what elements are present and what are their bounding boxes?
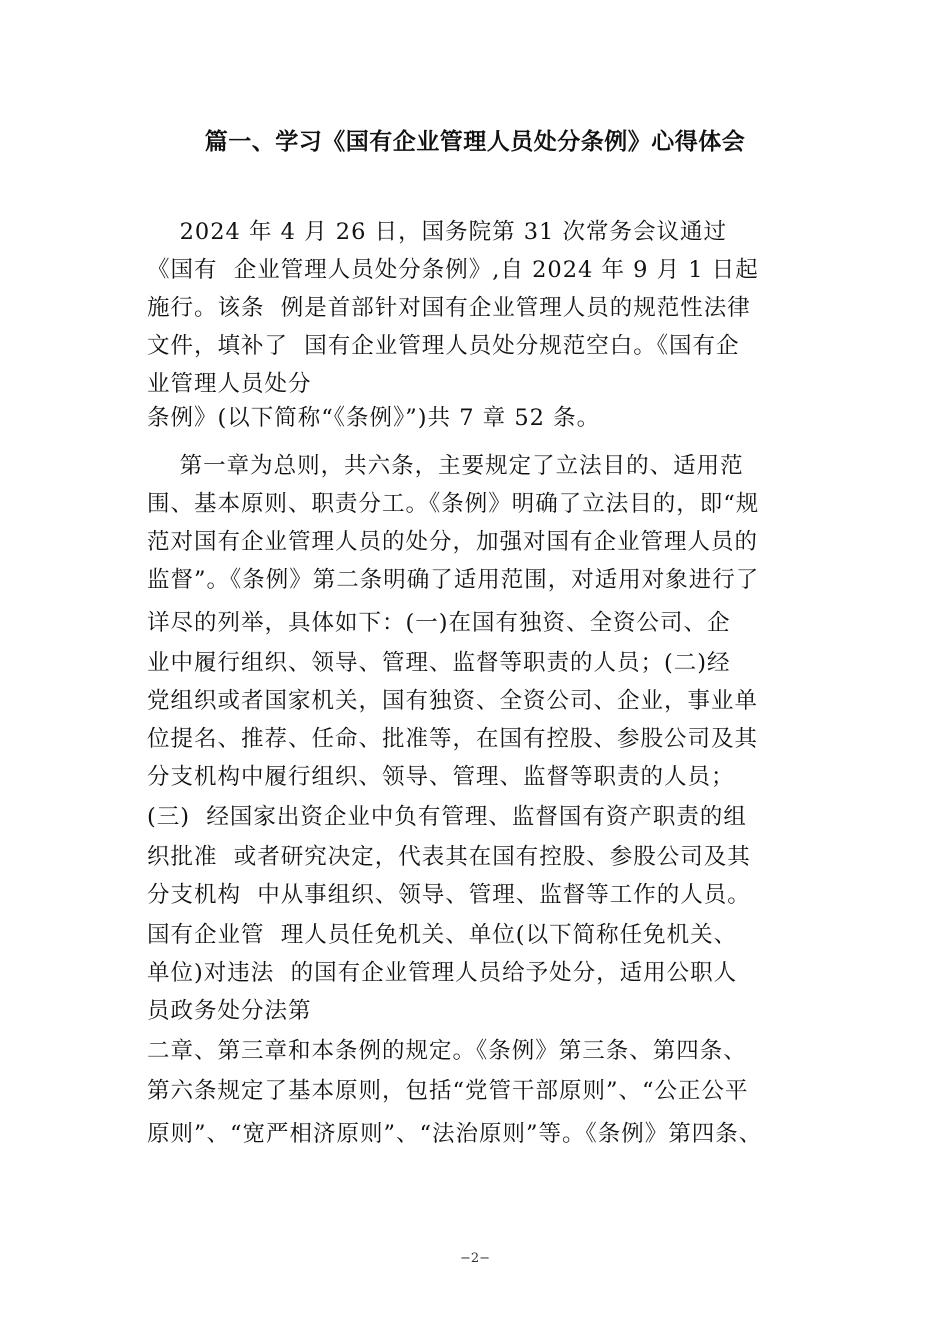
paragraph-line: 业中履行组织、领导、管理、监督等职责的人员；(二)经 <box>147 650 731 676</box>
paragraph-line: 原则”、“宽严相济原则”、“法治原则”等。《条例》第四条、 <box>147 1121 763 1147</box>
paragraph-line: 织批准 或者研究决定，代表其在国有控股、参股公司及其 <box>147 844 751 870</box>
paragraph-line: 2024 年 4 月 26 日，国务院第 31 次常务会议通过 <box>147 219 728 245</box>
paragraph-line: 分支机构 中从事组织、领导、管理、监督等工作的人员。 <box>147 882 751 908</box>
paragraph-line: 第一章为总则，共六条，主要规定了立法目的、适用范 <box>147 453 744 479</box>
paragraph-line: 《国有 企业管理人员处分条例》,自 2024 年 9 月 1 日起 <box>147 257 759 283</box>
document-title: 篇一、学习《国有企业管理人员处分条例》心得体会 <box>204 129 746 155</box>
paragraph-line: 单位)对违法 的国有企业管理人员给予处分，适用公职人 <box>147 960 738 986</box>
paragraph-line: 党组织或者国家机关，国有独资、全资公司、企业，事业单 <box>147 688 759 714</box>
paragraph-line: 详尽的列举，具体如下：(一)在国有独资、全资公司、企 <box>147 610 731 636</box>
paragraph-line: 施行。该条 例是首部针对国有企业管理人员的规范性法律 <box>147 295 751 321</box>
paragraph-line: 监督”。《条例》第二条明确了适用范围，对适用对象进行了 <box>147 567 760 593</box>
paragraph-line: 业管理人员处分 <box>147 371 312 397</box>
paragraph-line: 围、基本原则、职责分工。《条例》明确了立法目的，即“规 <box>147 491 760 517</box>
paragraph-line: 范对国有企业管理人员的处分，加强对国有企业管理人员的 <box>147 529 759 555</box>
paragraph-line: 分支机构中履行组织、领导、管理、监督等职责的人员； <box>147 764 735 790</box>
paragraph-line: 二章、第三章和本条例的规定。《条例》第三条、第四条、 <box>147 1038 747 1064</box>
paragraph-line: 条例》(以下简称“《条例》”)共 7 章 52 条。 <box>147 405 601 431</box>
paragraph-line: (三) 经国家出资企业中负有管理、监督国有资产职责的组 <box>147 804 747 830</box>
page-number: −2− <box>459 1251 491 1266</box>
paragraph-line: 第六条规定了基本原则，包括“党管干部原则”、“公正公平 <box>147 1078 749 1104</box>
paragraph-line: 位提名、推荐、任命、批准等，在国有控股、参股公司及其 <box>147 726 759 752</box>
paragraph-line: 员政务处分法第 <box>147 998 312 1024</box>
paragraph-line: 文件，填补了 国有企业管理人员处分规范空白。《国有企 <box>147 333 740 359</box>
paragraph-line: 国有企业管 理人员任免机关、单位(以下简称任免机关、 <box>147 922 738 948</box>
